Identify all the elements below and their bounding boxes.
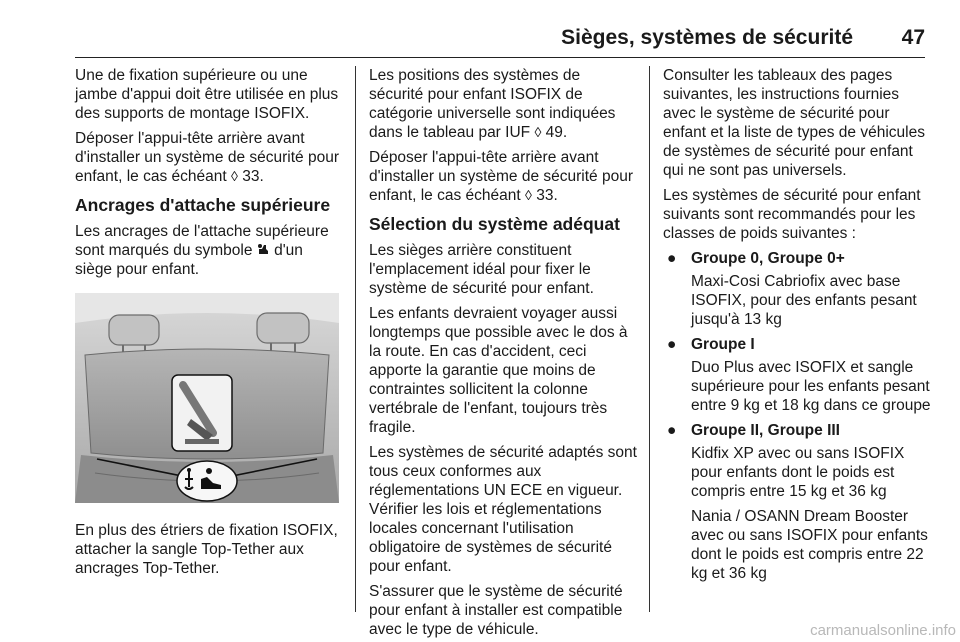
list-item <box>663 335 935 415</box>
group-description: Maxi-Cosi Cabriofix avec base ISOFIX, pour des enfants pesant jusqu'à 13 kg <box>691 273 917 328</box>
page-reference-number[interactable]: 49. <box>545 124 568 141</box>
paragraph: Les systèmes de sécurité adaptés sont tous ceux conformes aux réglementations UN ECE en vigueur. Vérifier les lois et réglementations locales concernant l'utilisation obligatoire de systèmes de sécurité pour enfant. <box>369 444 637 575</box>
paragraph-text: Les ancrages de l'attache supérieure sont marqués du symbole <box>75 223 329 259</box>
paragraph-text: d'un siège pour enfant. <box>75 242 303 278</box>
page-reference-number[interactable]: 33. <box>242 168 264 185</box>
watermark: carmanualsonline.info <box>810 622 956 639</box>
group-description: Kidfix XP avec ou sans ISOFIX pour enfants dont le poids est compris entre 15 kg et 36 kg <box>691 445 905 500</box>
group-title: Groupe 0, Groupe 0+ <box>691 250 845 267</box>
paragraph-text: Déposer l'appui-tête arrière avant d'installer un système de sécurité pour enfant, le cas échéant <box>369 149 634 204</box>
page-reference-number[interactable]: 33. <box>536 187 558 204</box>
rear-seat-tether-illustration <box>75 293 339 503</box>
page-header <box>75 26 925 58</box>
column-divider <box>649 66 650 612</box>
bullet-icon: ● <box>667 250 677 267</box>
section-heading: Ancrages d'attache supérieure <box>75 195 331 215</box>
paragraph-text: Déposer l'appui-tête arrière avant d'installer un système de sécurité pour enfant, le cas échéant <box>75 130 340 185</box>
paragraph: S'assurer que le système de sécurité pour enfant à installer est compatible avec le type de véhicule. <box>369 583 623 638</box>
paragraph: En plus des étriers de fixation ISOFIX, attacher la sangle Top-Tether aux ancrages Top-Tether. <box>75 522 338 577</box>
paragraph: Une de fixation supérieure ou une jambe d'appui doit être utilisée en plus des supports de montage ISOFIX. <box>75 67 339 122</box>
group-title: Groupe I <box>691 336 755 353</box>
group-title: Groupe II, Groupe III <box>691 422 840 439</box>
page-reference-icon: ◊ <box>524 187 532 203</box>
paragraph: Consulter les tableaux des pages suivantes, les instructions fournies avec le système de sécurité pour enfant et la liste de types de véhicules de systèmes de sécurité pour enfant qui ne sont pas universels. <box>663 67 925 179</box>
paragraph <box>75 222 343 279</box>
list-item <box>663 249 935 329</box>
section-heading: Sélection du système adéquat <box>369 214 620 234</box>
page-title: Sièges, systèmes de sécurité <box>561 26 853 49</box>
page-reference-icon: ◊ <box>534 124 542 140</box>
paragraph-text: Les positions des systèmes de sécurité pour enfant ISOFIX de catégorie universelle sont indiquées dans le tableau par IUF <box>369 67 616 141</box>
group-description: Nania / OSANN Dream Booster avec ou sans ISOFIX pour enfants dont le poids est compris entre 22 kg et 36 kg <box>691 508 928 582</box>
column-divider <box>355 66 356 612</box>
top-tether-symbol-icon <box>257 243 270 256</box>
paragraph: Les systèmes de sécurité pour enfant suivants sont recommandés pour les classes de poids suivantes : <box>663 187 921 242</box>
column-1 <box>75 66 343 584</box>
column-3 <box>663 66 935 589</box>
paragraph <box>75 129 343 186</box>
paragraph: Les enfants devraient voyager aussi longtemps que possible avec le dos à la route. En cas d'accident, ceci apporte la garantie que moins de contraintes sollicitent la colonne vertébrale de l'enfant, toujours très fragile. <box>369 305 628 436</box>
list-item <box>663 421 935 583</box>
paragraph <box>369 66 637 142</box>
bullet-icon: ● <box>667 336 677 353</box>
column-2 <box>369 66 637 642</box>
recommended-systems-list <box>663 249 935 583</box>
paragraph <box>369 148 637 205</box>
paragraph: Les sièges arrière constituent l'emplacement idéal pour fixer le système de sécurité pour enfant. <box>369 242 594 297</box>
page-reference-icon: ◊ <box>230 168 238 184</box>
group-description: Duo Plus avec ISOFIX et sangle supérieure pour les enfants pesant entre 9 kg et 18 kg dans ce groupe <box>691 359 931 414</box>
page-number: 47 <box>901 26 925 49</box>
bullet-icon: ● <box>667 422 677 439</box>
